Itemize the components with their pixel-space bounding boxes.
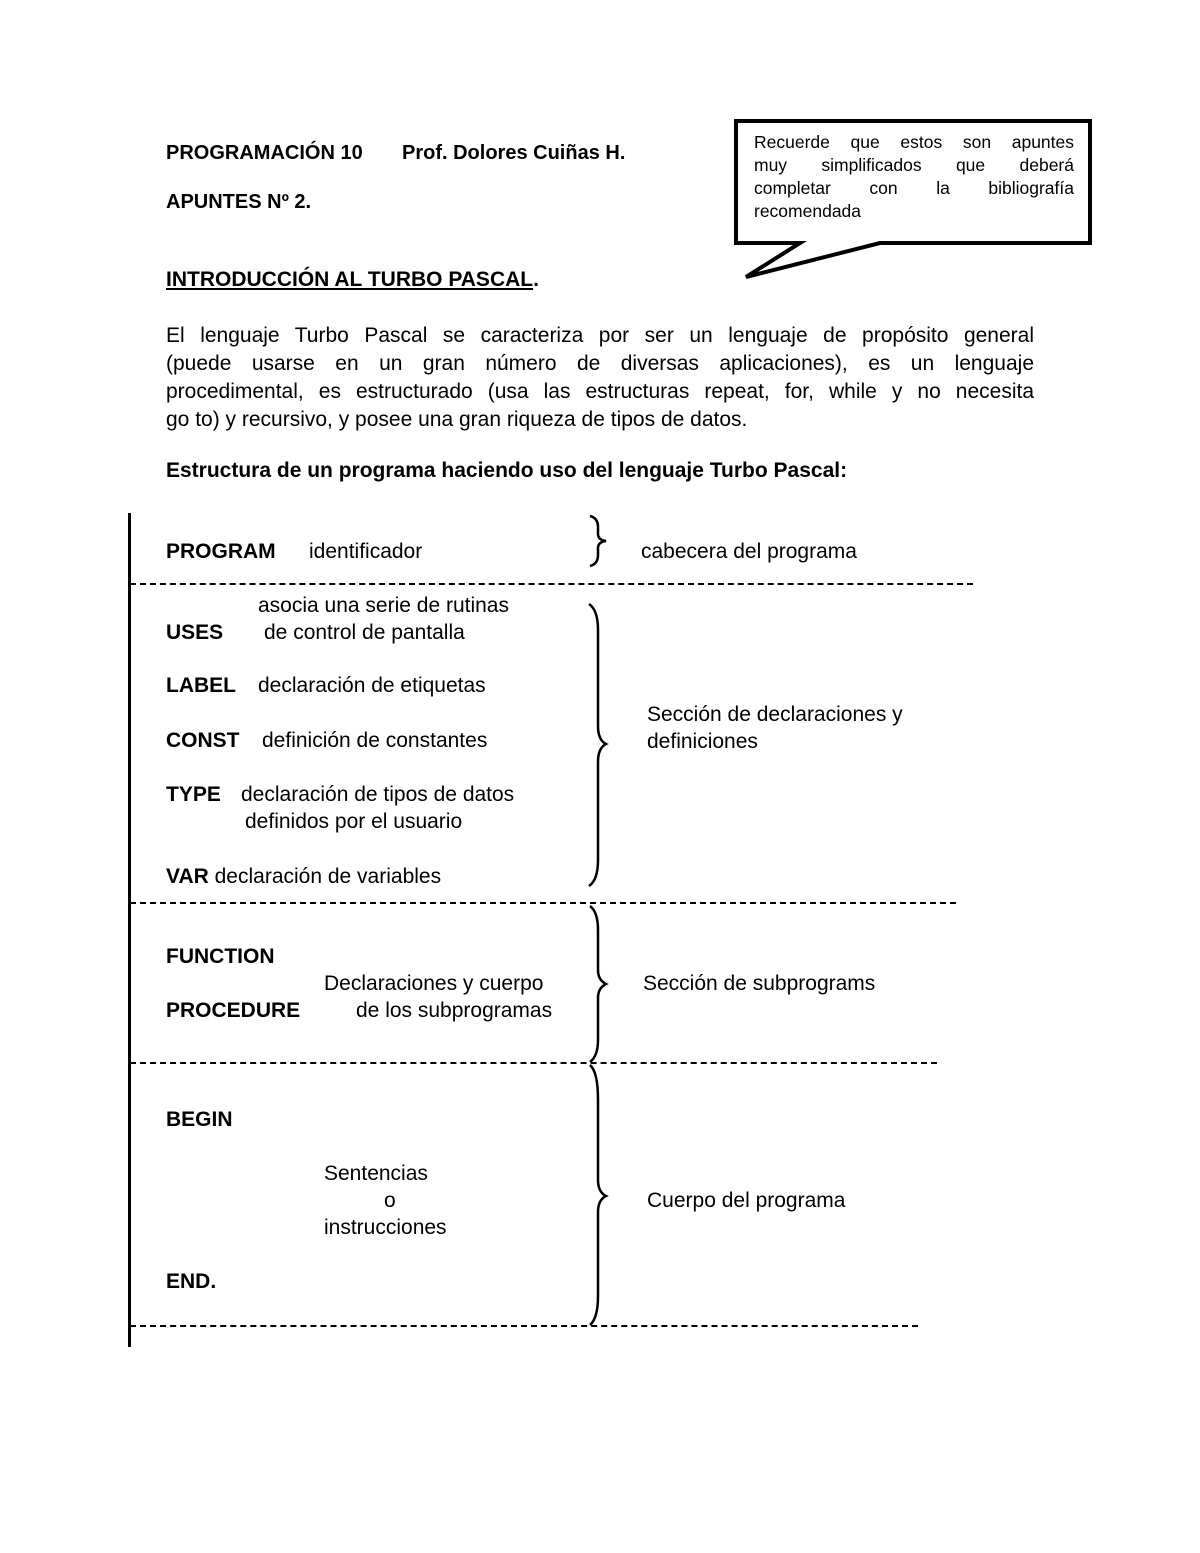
uses-desc-line1: asocia una serie de rutinas (258, 594, 509, 617)
section-body-label: Cuerpo del programa (647, 1189, 846, 1212)
uses-desc-line2: de control de pantalla (264, 621, 465, 644)
var-row (166, 865, 441, 889)
intro-line: (puede usarse en un gran número de diversas aplicaciones), es un lenguaje (166, 352, 1034, 375)
keyword-label: LABEL (166, 674, 236, 697)
section-declarations-line1: Sección de declaraciones y (647, 703, 903, 726)
section-header-label: cabecera del programa (641, 540, 857, 563)
brace-body (590, 1065, 606, 1325)
course-title: PROGRAMACIÓN 10 (166, 142, 363, 164)
callout-line: Recuerde que estos son apuntes (754, 132, 1074, 152)
subprograms-desc-line2: de los subprogramas (356, 999, 553, 1022)
brace-subprograms (590, 906, 606, 1062)
structure-heading: Estructura de un programa haciendo uso del lenguaje Turbo Pascal: (166, 459, 848, 482)
keyword-begin: BEGIN (166, 1108, 233, 1131)
type-desc-line2: definidos por el usuario (245, 810, 463, 833)
callout-line: muy simplificados que deberá (754, 155, 1074, 175)
brace-header (590, 516, 606, 566)
statements-line1: Sentencias (324, 1162, 428, 1185)
intro-line: procedimental, es estructurado (usa las estructuras repeat, for, while y no necesita (166, 380, 1034, 403)
brace-declarations (589, 604, 606, 886)
section-title: INTRODUCCIÓN AL TURBO PASCAL. (166, 268, 539, 291)
keyword-program: PROGRAM (166, 540, 276, 563)
keyword-const: CONST (166, 729, 240, 752)
intro-line: go to) y recursivo, y posee una gran riqueza de tipos de datos. (166, 408, 748, 431)
section-subprograms-label: Sección de subprograms (643, 972, 876, 995)
statements-line2: o (384, 1189, 396, 1212)
callout-line: completar con la bibliografía (754, 178, 1074, 198)
subprograms-desc-line1: Declaraciones y cuerpo (324, 972, 544, 995)
keyword-end: END. (166, 1270, 217, 1293)
callout-line: recomendada (754, 201, 862, 221)
program-desc: identificador (309, 540, 423, 563)
var-desc: declaración de variables (214, 865, 442, 888)
keyword-function: FUNCTION (166, 945, 275, 968)
intro-line: El lenguaje Turbo Pascal se caracteriza por ser un lenguaje de propósito general (166, 324, 1034, 347)
section-declarations-line2: definiciones (647, 730, 758, 753)
statements-line3: instrucciones (324, 1216, 447, 1239)
label-desc: declaración de etiquetas (258, 674, 486, 697)
keyword-procedure: PROCEDURE (166, 999, 301, 1022)
type-desc-line1: declaración de tipos de datos (241, 783, 515, 806)
keyword-uses: USES (166, 621, 224, 644)
keyword-var: VAR (166, 865, 209, 888)
const-desc: definición de constantes (262, 729, 488, 752)
keyword-type: TYPE (166, 783, 221, 806)
professor-name: Prof. Dolores Cuiñas H. (402, 142, 626, 164)
notes-number: APUNTES Nº 2. (166, 191, 312, 213)
